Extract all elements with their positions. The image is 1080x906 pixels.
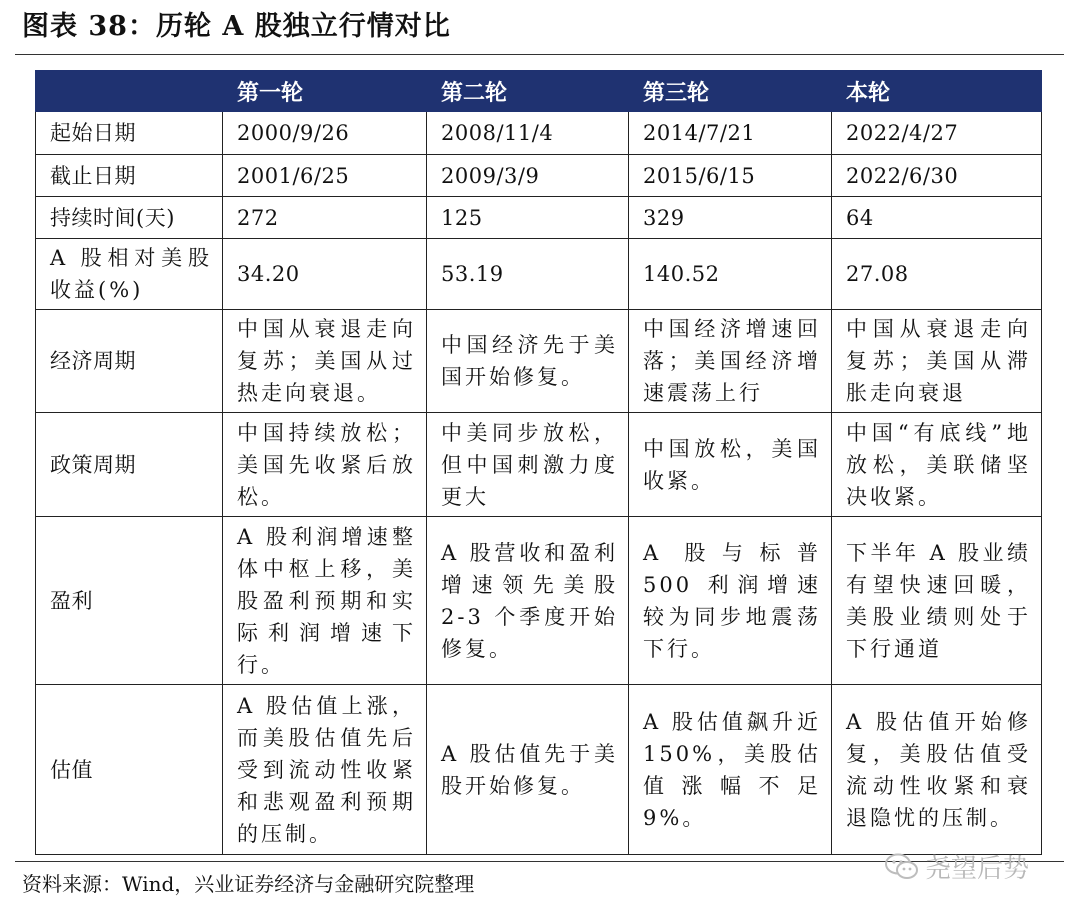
table-cell: A 股与标普 500 利润增速较为同步地震荡下行。 — [629, 517, 832, 685]
table-cell: A 股估值开始修复，美股估值受流动性收紧和衰退隐忧的压制。 — [832, 685, 1042, 855]
header-cell-blank — [36, 71, 223, 112]
table-cell: 329 — [629, 197, 832, 239]
row-label: 估值 — [36, 685, 223, 855]
row-label: A 股相对美股收益(%) — [36, 239, 223, 310]
table-cell: 64 — [832, 197, 1042, 239]
table-cell: 中国从衰退走向复苏；美国从滞胀走向衰退 — [832, 310, 1042, 413]
table-cell: 2022/6/30 — [832, 155, 1042, 197]
table-cell: 中国经济先于美国开始修复。 — [427, 310, 629, 413]
table-row — [36, 517, 1042, 685]
table-cell: 2022/4/27 — [832, 112, 1042, 155]
table-cell: A 股营收和盈利增速领先美股 2-3 个季度开始修复。 — [427, 517, 629, 685]
table-cell: A 股估值飙升近 150%，美股估值涨幅不足 9%。 — [629, 685, 832, 855]
figure-title: 图表 38：历轮 A 股独立行情对比 — [22, 11, 451, 42]
row-label: 起始日期 — [36, 112, 223, 155]
table-cell: 2000/9/26 — [223, 112, 427, 155]
row-label: 盈利 — [36, 517, 223, 685]
header-cell-current: 本轮 — [832, 71, 1042, 112]
table-cell: 中国经济增速回落；美国经济增速震荡上行 — [629, 310, 832, 413]
table-cell: 53.19 — [427, 239, 629, 310]
table-cell: 中美同步放松，但中国刺激力度更大 — [427, 413, 629, 517]
table-cell: 中国从衰退走向复苏；美国从过热走向衰退。 — [223, 310, 427, 413]
table-cell: A 股利润增速整体中枢上移，美股盈利预期和实际利润增速下行。 — [223, 517, 427, 685]
table-row — [36, 413, 1042, 517]
table-cell: 中国放松，美国收紧。 — [629, 413, 832, 517]
table-row — [36, 685, 1042, 855]
table-row — [36, 112, 1042, 155]
row-label: 持续时间(天) — [36, 197, 223, 239]
table-header-row — [36, 71, 1042, 112]
source-note: 资料来源：Wind，兴业证券经济与金融研究院整理 — [22, 872, 475, 896]
table-cell: 2015/6/15 — [629, 155, 832, 197]
table-cell: 272 — [223, 197, 427, 239]
watermark-text: 尧望后势 — [925, 854, 1030, 884]
header-cell-round3: 第三轮 — [629, 71, 832, 112]
table-cell: 2008/11/4 — [427, 112, 629, 155]
table-cell: 34.20 — [223, 239, 427, 310]
table-cell: 2001/6/25 — [223, 155, 427, 197]
table-cell: 下半年 A 股业绩有望快速回暖，美股业绩则处于下行通道 — [832, 517, 1042, 685]
row-label: 截止日期 — [36, 155, 223, 197]
top-rule — [15, 54, 1064, 55]
table-cell: 中国“有底线”地放松，美联储坚决收紧。 — [832, 413, 1042, 517]
table-row — [36, 239, 1042, 310]
table-row — [36, 197, 1042, 239]
table-row — [36, 310, 1042, 413]
table-cell: 2009/3/9 — [427, 155, 629, 197]
table-cell: 140.52 — [629, 239, 832, 310]
row-label: 政策周期 — [36, 413, 223, 517]
comparison-table — [35, 70, 1042, 855]
table-cell: 中国持续放松；美国先收紧后放松。 — [223, 413, 427, 517]
table-cell: A 股估值先于美股开始修复。 — [427, 685, 629, 855]
watermark — [885, 848, 1029, 885]
table-row — [36, 155, 1042, 197]
table-cell: 27.08 — [832, 239, 1042, 310]
table-cell: 125 — [427, 197, 629, 239]
wechat-icon — [885, 853, 919, 881]
header-cell-round2: 第二轮 — [427, 71, 629, 112]
table-cell: 2014/7/21 — [629, 112, 832, 155]
table-cell: A 股估值上涨，而美股估值先后受到流动性收紧和悲观盈利预期的压制。 — [223, 685, 427, 855]
row-label: 经济周期 — [36, 310, 223, 413]
header-cell-round1: 第一轮 — [223, 71, 427, 112]
